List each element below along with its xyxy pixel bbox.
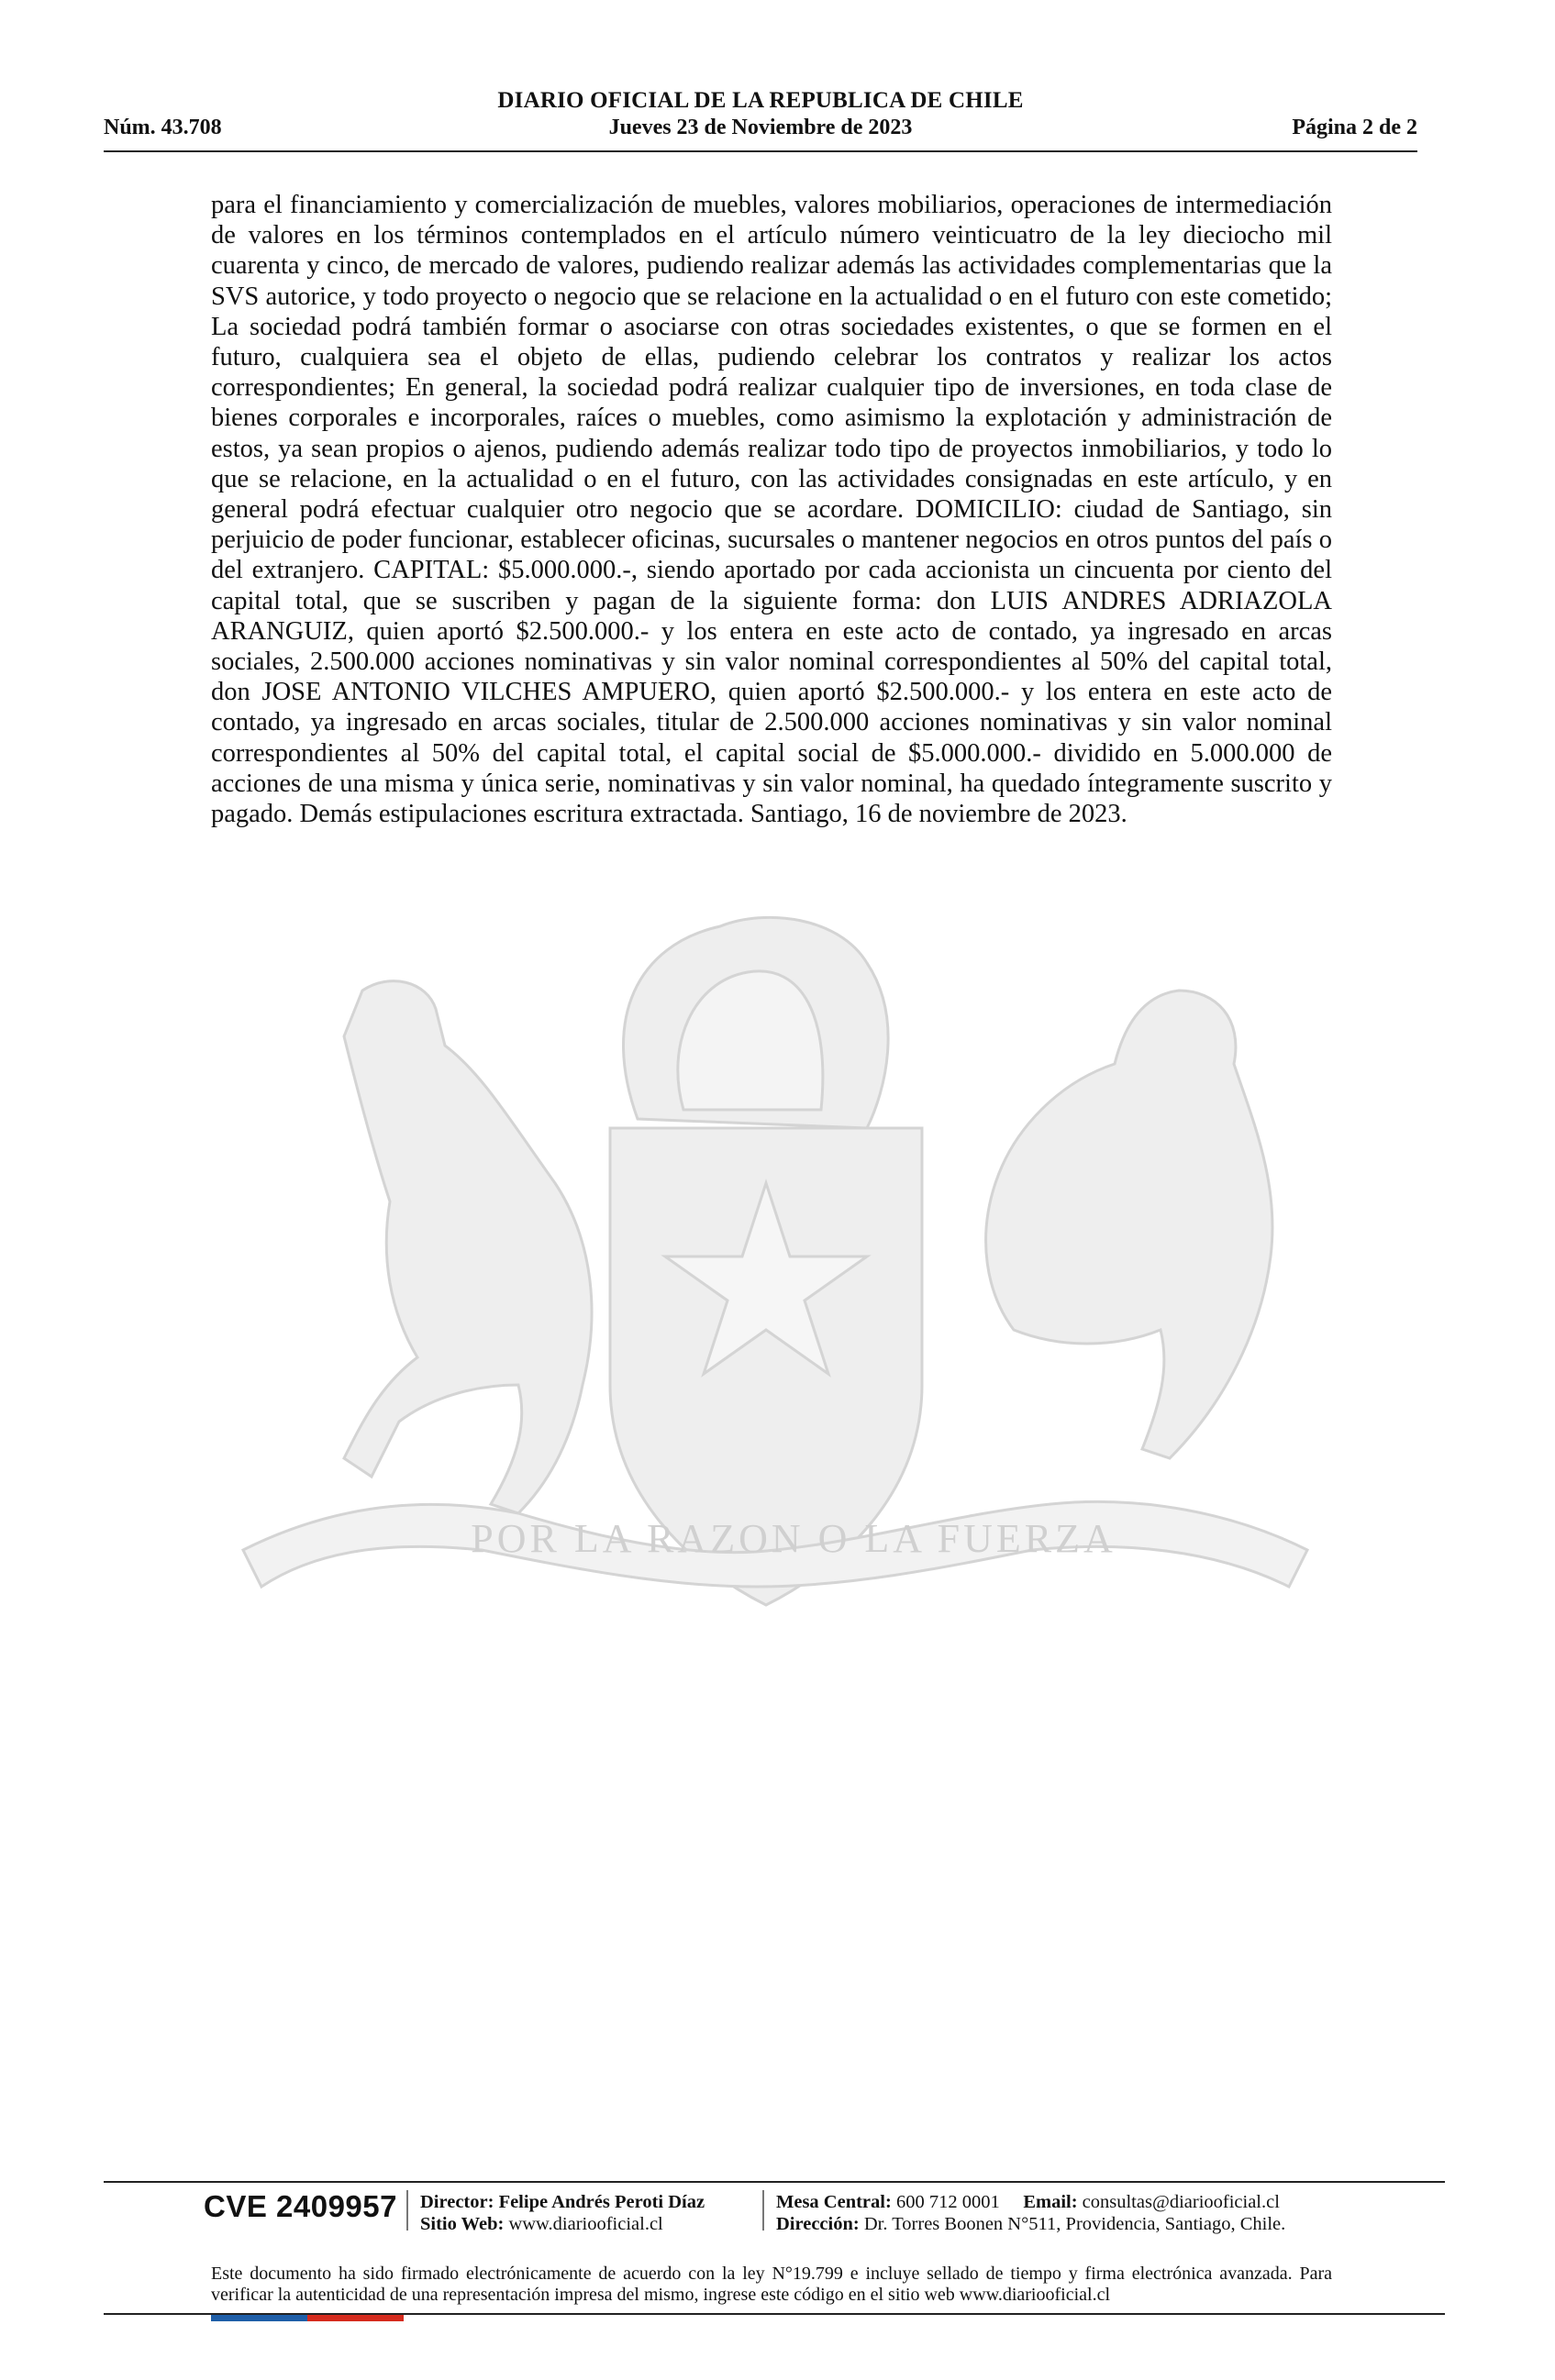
cve-code: CVE 2409957 [204,2189,397,2223]
coat-of-arms-motto: POR LA RAZON O LA FUERZA [471,1516,1116,1561]
flag-color-bar [211,2315,404,2321]
flag-blue-segment [211,2315,307,2321]
director-label: Director: [420,2192,494,2212]
website-label: Sitio Web: [420,2214,505,2234]
flag-red-segment [307,2315,404,2321]
footer-top-rule [104,2181,1445,2183]
electronic-signature-note: Este documento ha sido firmado electrónicamente de acuerdo con la ley N°19.799 e incluye sellado de tiempo y firma electrónica avanzada. Para verificar la autenticidad de una representación impresa del mismo, ingrese este código en el sitio web www.diariooficial.cl [211,2264,1332,2305]
coat-of-arms-icon [206,908,1344,1697]
phone-label: Mesa Central: [776,2192,892,2212]
email-label: Email: [1023,2192,1078,2212]
page-header [104,88,1417,152]
issue-date: Jueves 23 de Noviembre de 2023 [608,116,913,139]
director-info [420,2191,705,2235]
email-link[interactable]: consultas@diariooficial.cl [1082,2192,1280,2212]
website-link[interactable]: www.diariooficial.cl [508,2214,663,2234]
footer-divider [762,2190,764,2231]
document-body: para el financiamiento y comercialización de muebles, valores mobiliarios, operaciones de intermediación de valores en los términos contemplados en el artículo número veinticuatro de la ley dieciocho mil cuarenta y cinco, de mercado de valores, pudiendo realizar además las actividades complementarias que la SVS autorice, y todo proyecto o negocio que se relacione en la actualidad o en el futuro con este cometido; La sociedad podrá también formar o asociarse con otras sociedades existentes, o que se formen en el futuro, cualquiera sea el objeto de ellas, pudiendo celebrar los contratos y realizar los actos correspondientes; En general, la sociedad podrá realizar cualquier tipo de inversiones, en toda clase de bienes corporales e incorporales, raíces o muebles, como asimismo la explotación y administración de estos, ya sean propios o ajenos, pudiendo además realizar todo tipo de proyectos inmobiliarios, y todo lo que se relacione, en la actualidad o en el futuro, con las actividades consignadas en este artículo, y en general podrá efectuar cualquier otro negocio que se acordare. DOMICILIO: ciudad de Santiago, sin perjuicio de poder funcionar, establecer oficinas, sucursales o mantener negocios en otros puntos del país o del extranjero. CAPITAL: $5.000.000.-, siendo aportado por cada accionista un cincuenta por ciento del capital total, que se suscriben y pagan de la siguiente forma: don LUIS ANDRES ADRIAZOLA ARANGUIZ, quien aportó $2.500.000.- y los entera en este acto de contado, ya ingresado en arcas sociales, 2.500.000 acciones nominativas y sin valor nominal correspondientes al 50% del capital total, don JOSE ANTONIO VILCHES AMPUERO, quien aportó $2.500.000.- y los entera en este acto de contado, ya ingresado en arcas sociales, titular de 2.500.000 acciones nominativas y sin valor nominal correspondientes al 50% del capital total, el capital social de $5.000.000.- dividido en 5.000.000 de acciones de una misma y única serie, nominativas y sin valor nominal, ha quedado íntegramente suscrito y pagado. Demás estipulaciones escritura extractada. Santiago, 16 de noviembre de 2023. [211,191,1332,829]
director-name: Felipe Andrés Peroti Díaz [498,2192,705,2212]
footer-divider [406,2190,408,2231]
address-text: Dr. Torres Boonen N°511, Providencia, Santiago, Chile. [863,2214,1286,2234]
contact-info [776,2191,1285,2235]
issue-number: Núm. 43.708 [104,116,222,139]
phone-number: 600 712 0001 [895,2192,1000,2212]
address-label: Dirección: [776,2214,860,2234]
newspaper-title: DIARIO OFICIAL DE LA REPUBLICA DE CHILE [497,88,1024,113]
page-indicator: Página 2 de 2 [1292,116,1417,139]
